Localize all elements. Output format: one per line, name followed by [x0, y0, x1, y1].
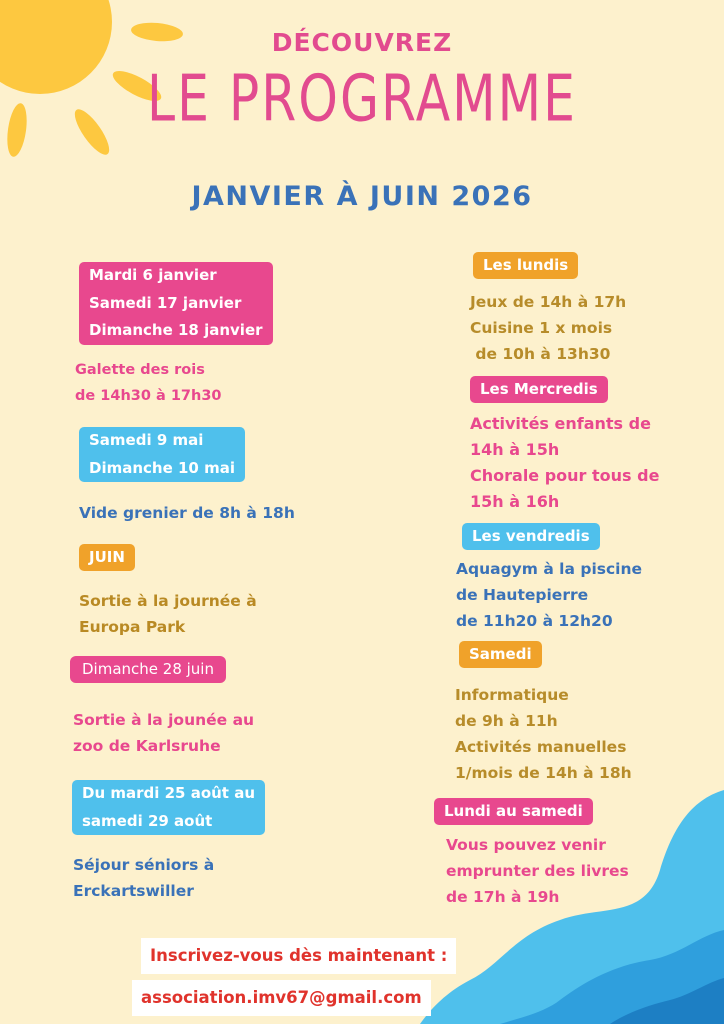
event-badge-galette [79, 262, 273, 345]
badge-line: Dimanche 18 janvier [89, 321, 263, 339]
event-badge-juin [79, 544, 135, 571]
badge-lundi-au-samedi: Lundi au samedi [434, 798, 593, 825]
badge-line: JUIN [89, 548, 125, 566]
page-title: LE PROGRAMME [147, 62, 577, 137]
badge-line: samedi 29 août [82, 811, 213, 830]
desc-lundi-au-samedi: Vous pouvez venir emprunter des livres de 17h à 19h [446, 836, 629, 906]
badge-les-lundis: Les lundis [473, 252, 578, 279]
event-desc-galette: Galette des rois de 14h30 à 17h30 [75, 362, 222, 404]
date-range: JANVIER À JUIN 2026 [191, 181, 533, 212]
signup-text: Inscrivez-vous dès maintenant : [141, 938, 456, 974]
event-badge-vide-grenier [79, 427, 245, 482]
event-desc-sejour: Séjour séniors à Erckartswiller [73, 856, 215, 900]
badge-les-vendredis: Les vendredis [462, 523, 600, 550]
badge-line: Samedi 17 janvier [89, 293, 242, 312]
event-badge-dimanche-28-juin [70, 656, 226, 683]
badge-line: Mardi 6 janvier [89, 266, 217, 284]
badge-line: Du mardi 25 août au [82, 784, 255, 802]
desc-les-lundis: Jeux de 14h à 17h Cuisine 1 x mois de 10h à 13h30 [470, 293, 627, 363]
contact-email-link[interactable]: association.imv67@gmail.com [132, 980, 431, 1016]
desc-les-vendredis: Aquagym à la piscine de Hautepierre de 11h20 à 12h20 [456, 560, 643, 630]
event-desc-vide-grenier: Vide grenier de 8h à 18h [79, 504, 295, 522]
badge-line: Dimanche 10 mai [89, 458, 235, 477]
desc-samedi: Informatique de 9h à 11h Activités manuelles 1/mois de 14h à 18h [455, 686, 632, 782]
event-desc-zoo: Sortie à la jounée au zoo de Karlsruhe [73, 711, 255, 755]
event-badge-sejour [72, 780, 265, 835]
event-desc-europa-park: Sortie à la journée à Europa Park [79, 592, 257, 636]
desc-les-mercredis: Activités enfants de 14h à 15h Chorale pour tous de 15h à 16h [470, 414, 660, 511]
badge-les-mercredis: Les Mercredis [470, 376, 608, 403]
badge-samedi: Samedi [459, 641, 542, 668]
badge-line: Samedi 9 mai [89, 431, 204, 449]
header-kicker: DÉCOUVREZ [271, 28, 453, 57]
badge-line: Dimanche 28 juin [82, 660, 214, 678]
